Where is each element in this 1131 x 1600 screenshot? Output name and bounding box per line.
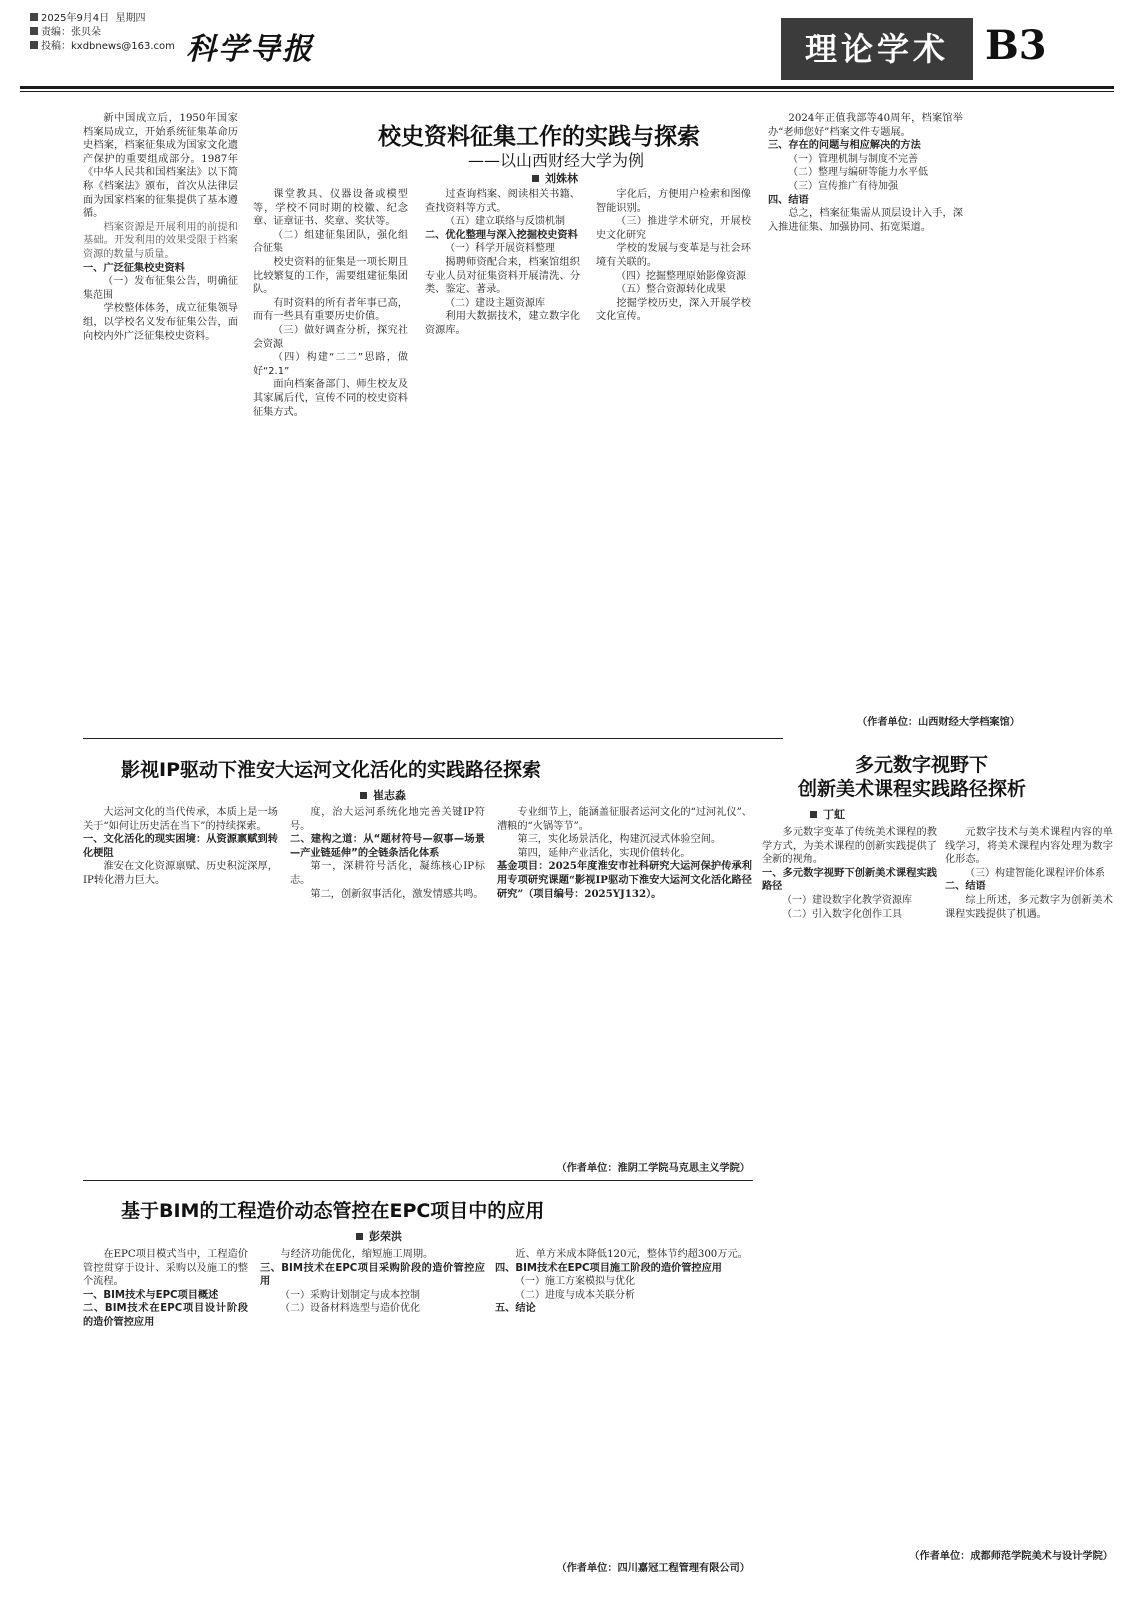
paragraph: 课堂教具、仪器设备或模型等，学校不同时期的校徽、纪念章、证章证书、奖章、奖状等。: [253, 189, 408, 228]
article2-column-1: [83, 806, 278, 1156]
square-bullet-icon: [30, 13, 38, 21]
subsection-heading: （三）宣传推广有待加强: [788, 180, 898, 192]
article1-column-2: [253, 188, 408, 712]
section-heading: 三、存在的问题与相应解决的方法: [768, 140, 921, 152]
square-bullet-icon: [360, 792, 367, 799]
paragraph: 第二，创新叙事活化，激发情感共鸣。: [310, 888, 484, 900]
paragraph: 第三，实化场景活化，构建沉浸式体验空间。: [517, 834, 722, 846]
article4-column-1: [83, 1248, 248, 1574]
subsection-heading: （一）管理机制与制度不完善: [788, 153, 918, 165]
masthead: [0, 0, 1131, 96]
article2-title: 影视IP驱动下淮安大运河文化活化的实践路径探索: [121, 759, 541, 781]
article3-author: 丁虹: [823, 808, 845, 821]
subsection-heading: （二）进度与成本关联分析: [515, 1289, 635, 1301]
section-heading: 四、BIM技术在EPC项目施工阶段的造价管控应用: [495, 1262, 722, 1274]
paragraph: 过查询档案、阅读相关书籍、查找资料等方式。: [425, 189, 580, 214]
section-heading: 二、优化整理与深入挖掘校史资料: [425, 229, 578, 241]
masthead-rule: [20, 86, 1114, 89]
square-bullet-icon: [532, 175, 539, 182]
funding-note: 基金项目：2025年度淮安市社科研究大运河保护传承利用专项研究课题“影视IP驱动下淮安大运河文化活化路径研究”（项目编号：2025YJ132）。: [497, 860, 752, 900]
square-bullet-icon: [356, 1233, 363, 1240]
square-bullet-icon: [810, 811, 817, 818]
article3-affiliation-box: [900, 1550, 1113, 1580]
article4-byline: [356, 1228, 402, 1244]
paper-logo: 科学导报: [186, 32, 314, 67]
article2-column-2: [290, 806, 485, 1156]
article1-column-1: [83, 112, 238, 712]
subsection-heading: （一）发布征集公告，明确征集范围: [83, 276, 238, 301]
article3-column-1: [762, 826, 937, 1546]
subsection-heading: （二）建设主题资源库: [445, 297, 545, 309]
article1-column-3: [425, 188, 580, 712]
article4-affiliation-box: [520, 1562, 750, 1578]
paragraph: 2024年正值我部等40周年，档案馆举办“老师您好”档案文件专题展。: [768, 113, 963, 138]
paragraph: 档案资源是开展利用的前提和基础。开发利用的效果受限于档案资源的数量与质量。: [83, 221, 238, 260]
subsection-heading: （四）构建“二二”思路，做好“2.1”: [253, 352, 408, 377]
email-line: [30, 40, 175, 54]
subsection-heading: （三）做好调查分析，探究社会资源: [253, 324, 408, 350]
section-heading: 二、结语: [945, 881, 986, 893]
subsection-heading: （一）施工方案模拟与优化: [515, 1276, 635, 1288]
article4-column-2: [260, 1248, 485, 1574]
section-name: 理论学术: [781, 18, 973, 80]
article3-title-line1: 多元数字视野下: [855, 754, 989, 776]
article2-column-3: [497, 806, 752, 1156]
paragraph: 多元数字变革了传统美术课程的教学方式，为美术课程的创新实践提供了全新的视角。: [762, 827, 937, 866]
submission-email: 投稿：kxdbnews@163.com: [41, 41, 175, 52]
subsection-heading: （五）建立联络与反馈机制: [445, 216, 565, 228]
article2-author: 崔志淼: [373, 789, 406, 802]
subsection-heading: （二）组建征集团队，强化组合征集: [253, 229, 408, 255]
article3-title-line2: 创新美术课程实践路径探析: [798, 778, 1027, 800]
article3-affiliation: （作者单位：成都师范学院美术与设计学院）: [909, 1551, 1113, 1562]
section-heading: 一、BIM技术与EPC项目概述: [83, 1289, 219, 1301]
paragraph: 第一，深耕符号活化，凝练核心IP标志。: [290, 861, 485, 886]
section-heading: 三、BIM技术在EPC项目采购阶段的造价管控应用: [260, 1262, 485, 1288]
issue-date: 2025年9月4日: [41, 13, 110, 24]
section-heading: 五、结论: [495, 1303, 536, 1315]
article2-affiliation-box: [530, 1162, 750, 1178]
subsection-heading: （五）整合资源转化成果: [616, 284, 726, 296]
article4-column-3: [495, 1248, 750, 1548]
editor-line: [30, 26, 101, 40]
article4-affiliation: （作者单位：四川嘉冠工程管理有限公司）: [556, 1563, 750, 1574]
date-line: [30, 12, 146, 26]
paragraph: 揭聘师资配合来，档案馆组织专业人员对征集资料开展清洗、分类、鉴定、著录。: [425, 256, 580, 296]
article1-affiliation-box: [820, 716, 1020, 732]
article1-affiliation: （作者单位：山西财经大学档案馆）: [857, 717, 1020, 728]
subsection-heading: （四）挖掘整理原始影像资源: [616, 270, 746, 282]
editor-name: 责编：张贝朵: [41, 27, 101, 38]
paragraph: 度，治大运河系统化地完善关键IP符号。: [290, 807, 485, 832]
paragraph: 学校的发展与变革是与社会环境有关联的。: [596, 243, 751, 268]
masthead-rule-thin: [20, 91, 1114, 92]
article1-column-5: [768, 112, 963, 712]
paragraph: 淮安在文化资源禀赋、历史积淀深厚，IP转化潜力巨大。: [83, 861, 278, 886]
subsection-heading: （三）推进学术研究，开展校史文化研究: [596, 216, 751, 241]
paragraph: 元数字技术与美术课程内容的单线学习，将美术课程内容处理为数字化形态。: [945, 827, 1113, 866]
article2-affiliation: （作者单位：淮阴工学院马克思主义学院）: [556, 1163, 750, 1174]
subsection-heading: （一）科学开展资料整理: [445, 243, 555, 255]
article1-title: 校史资料征集工作的实践与探索: [378, 124, 700, 150]
paragraph: 在EPC项目模式当中，工程造价管控贯穿于设计、采购以及施工的整个流程。: [83, 1249, 248, 1288]
paragraph: 面向档案备部门、师生校友及其家属后代，宣传不同的校史资料征集方式。: [253, 379, 408, 418]
section-heading: 二、BIM技术在EPC项目设计阶段的造价管控应用: [83, 1303, 248, 1328]
section-heading: 一、多元数字视野下创新美术课程实践路径: [762, 867, 937, 893]
square-bullet-icon: [30, 27, 38, 35]
paragraph: 挖掘学校历史，深入开展学校文化宣传。: [596, 297, 751, 323]
paragraph: 专业细节上，能涵盖征服者运河文化的“过河礼仪”、漕粮的“火锅等节”。: [497, 807, 752, 832]
article1-author: 刘姝林: [545, 172, 578, 185]
issue-weekday: 星期四: [115, 13, 146, 24]
section-header: [781, 18, 1061, 80]
article3-byline: [810, 806, 845, 822]
subsection-heading: （一）采购计划制定与成本控制: [280, 1289, 420, 1301]
paragraph: 利用大数据技术，建立数字化资源库。: [425, 311, 580, 336]
paragraph: 大运河文化的当代传承，本质上是一场关于“如何让历史活在当下”的持续探索。: [83, 807, 278, 832]
article2-byline: [360, 787, 406, 803]
paragraph: 与经济功能优化，缩短施工周期。: [280, 1249, 434, 1260]
article1-subtitle: ——以山西财经大学为例: [468, 151, 645, 170]
subsection-heading: （二）整理与编研等能力水平低: [788, 167, 928, 179]
subsection-heading: （一）建设数字化教学资源库: [782, 894, 912, 906]
article4-author: 彭荣洪: [369, 1230, 402, 1243]
paragraph: 第四，延伸产业活化，实现价值转化。: [517, 847, 691, 859]
square-bullet-icon: [30, 41, 38, 49]
subsection-heading: （三）构建智能化课程评价体系: [965, 867, 1105, 879]
subsection-heading: （二）设备材料选型与造价优化: [280, 1303, 420, 1315]
subsection-heading: （二）引入数字化创作工具: [782, 908, 902, 920]
section-heading: 四、结语: [768, 194, 809, 206]
article1-column-4: [596, 188, 751, 712]
paragraph: 有时资料的所有者年事已高，而有一些具有重要历史价值。: [253, 297, 408, 323]
paragraph: 校史资料的征集是一项长期且比较繁复的工作，需要组建征集团队。: [253, 256, 408, 296]
paragraph: 学校整体体务，成立征集领导组，以学校名义发布征集公告，面向校内外广泛征集校史资料。: [83, 303, 238, 342]
paragraph: 字化后，方便用户检索和图像智能识别。: [596, 189, 751, 214]
section-heading: 一、广泛征集校史资料: [83, 262, 185, 274]
paragraph: 新中国成立后，1950年国家档案局成立，开始系统征集革命历史档案，档案征集成为国家文化遗产保护的重要组成部分。1987年《中华人民共和国档案法》以下简称《档案法》颁布，首次从法律层面为国家档案的征集提供了基本遵循。: [83, 113, 238, 220]
section-heading: 二、建构之道：从“题材符号—叙事—场景—产业链延伸”的全链条活化体系: [290, 834, 485, 859]
article3-column-2: [945, 826, 1113, 1526]
page-code: B3: [985, 22, 1047, 69]
section-heading: 一、文化活化的现实困境：从资源禀赋到转化梗阻: [83, 834, 278, 859]
separator-rule: [83, 738, 783, 739]
separator-rule: [83, 1180, 753, 1181]
article1-byline: [532, 170, 578, 186]
paragraph: 近、单方米成本降低120元，整体节约超300万元。: [515, 1249, 748, 1260]
paragraph: 总之，档案征集需从顶层设计入手，深入推进征集、加强协同、拓宽渠道。: [768, 208, 963, 233]
article4-title: 基于BIM的工程造价动态管控在EPC项目中的应用: [121, 1200, 545, 1222]
paragraph: 综上所述，多元数字为创新美术课程实践提供了机遇。: [945, 894, 1113, 920]
